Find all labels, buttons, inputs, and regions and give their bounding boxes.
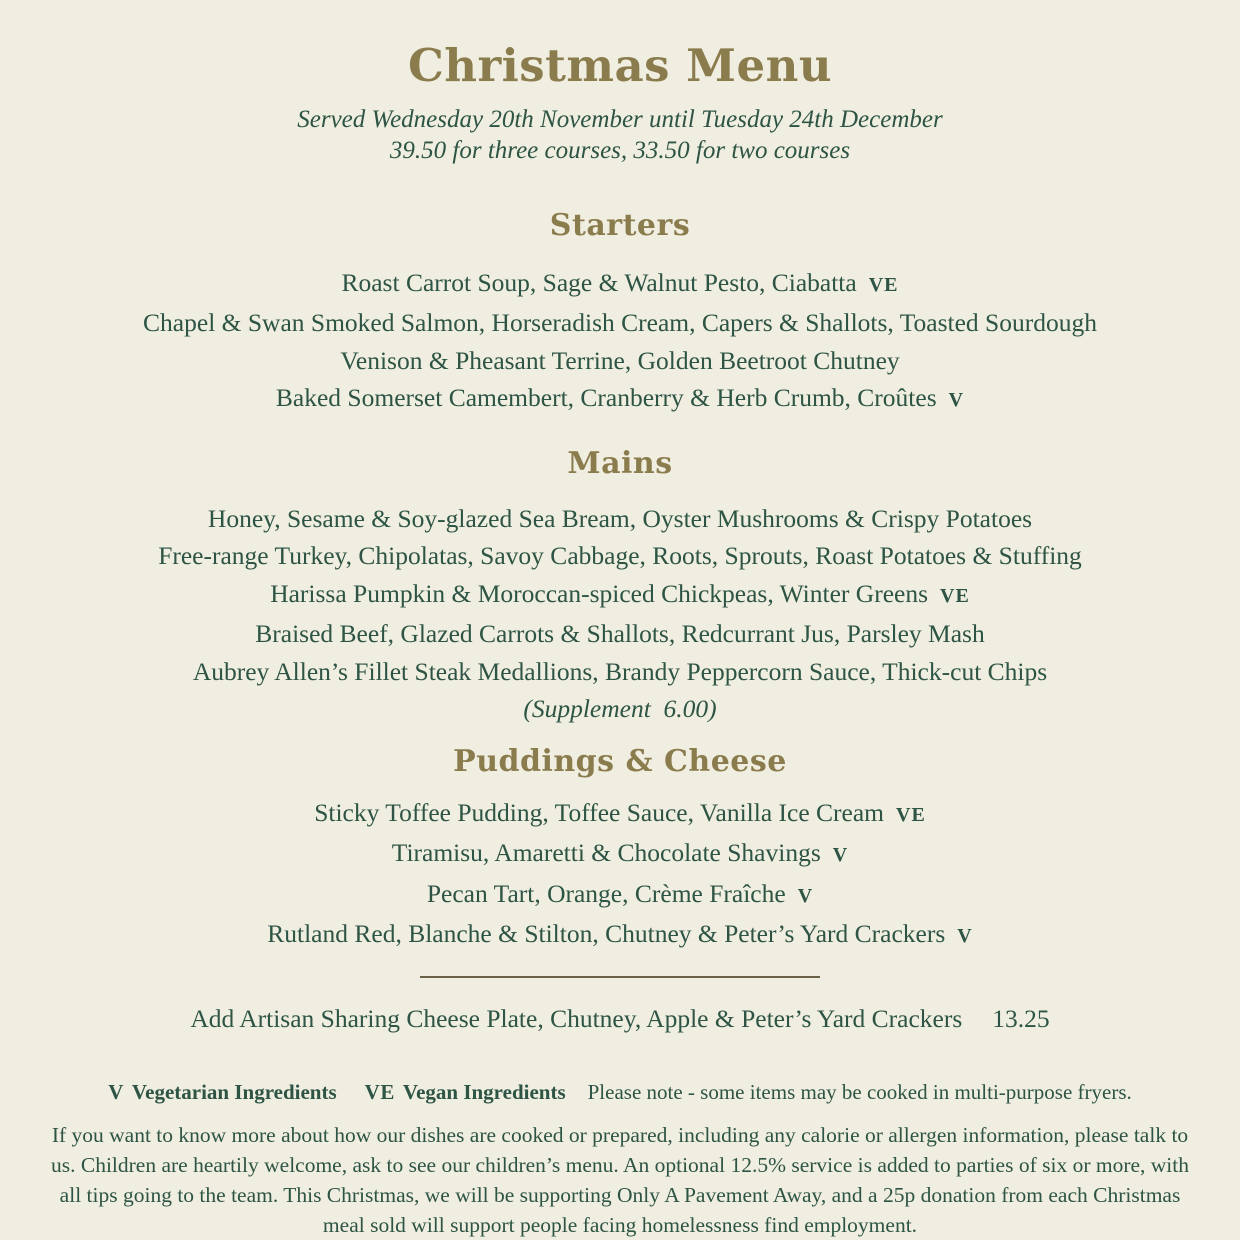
footer-note: If you want to know more about how our dishes are cooked or prepared, including any calorie or allergen information, please talk to us. Children are heartily welcome, ask to see our children’s menu. An optional 12.5% service is added to parties of six or more, with all tips going to the team. This Christmas, we will be supporting Only A Pavement Away, and a 25p donation from each Christmas meal sold will support people facing homelessness find employment. bbox=[50, 1122, 1190, 1237]
menu-item-text: Sticky Toffee Pudding, Toffee Sauce, Vanilla Ice Cream bbox=[314, 797, 884, 827]
menu-item bbox=[44, 304, 1196, 342]
menu-item-text: Aubrey Allen’s Fillet Steak Medallions, Brandy Peppercorn Sauce, Thick-cut Chips bbox=[192, 656, 1048, 686]
legend-ve-abbr: VE bbox=[364, 1079, 395, 1104]
subtitle-prices: 39.50 for three courses, 33.50 for two courses bbox=[389, 136, 851, 164]
menu-item bbox=[44, 653, 1196, 691]
dietary-tag: VE bbox=[940, 584, 970, 607]
menu-item bbox=[44, 794, 1196, 835]
menu-item-text: Honey, Sesame & Soy-glazed Sea Bream, Oyster Mushrooms & Crispy Potatoes bbox=[207, 503, 1033, 533]
starters-items bbox=[44, 264, 1196, 420]
dietary-tag: VE bbox=[896, 803, 926, 826]
menu-item bbox=[44, 537, 1196, 575]
menu-item bbox=[44, 500, 1196, 538]
page-title: Christmas Menu bbox=[407, 39, 833, 92]
menu-item bbox=[44, 615, 1196, 653]
legend-v-label: Vegetarian Ingredients bbox=[131, 1079, 337, 1104]
dietary-tag: V bbox=[948, 389, 965, 412]
menu-item bbox=[44, 875, 1196, 916]
puddings-items bbox=[44, 794, 1196, 956]
section-heading-mains: Mains bbox=[567, 445, 673, 481]
subtitle-dates: Served Wednesday 20th November until Tuesday 24th December bbox=[297, 105, 943, 133]
menu-item-text: Pecan Tart, Orange, Crème Fraîche bbox=[426, 878, 786, 908]
menu-item bbox=[44, 379, 1196, 420]
menu-item bbox=[44, 342, 1196, 380]
mains-items bbox=[44, 500, 1196, 728]
menu-item-text: Venison & Pheasant Terrine, Golden Beetroot Chutney bbox=[340, 345, 900, 375]
supplement-note: (Supplement 6.00) bbox=[523, 694, 717, 724]
section-heading-starters: Starters bbox=[549, 207, 691, 243]
legend-ve-label: Vegan Ingredients bbox=[402, 1079, 566, 1104]
addon-price: 13.25 bbox=[992, 1003, 1050, 1033]
menu-item bbox=[44, 834, 1196, 875]
menu-item bbox=[44, 264, 1196, 305]
legend-note: Please note - some items may be cooked in multi-purpose fryers. bbox=[587, 1079, 1132, 1104]
dietary-tag: VE bbox=[868, 273, 899, 296]
menu-item-text: Free-range Turkey, Chipolatas, Savoy Cabbage, Roots, Sprouts, Roast Potatoes & Stuffing bbox=[158, 541, 1082, 571]
dietary-tag: V bbox=[832, 844, 849, 867]
dietary-tag: V bbox=[797, 884, 814, 907]
dietary-legend bbox=[44, 1078, 1196, 1106]
menu-item-text: Baked Somerset Camembert, Cranberry & Herb Crumb, Croûtes bbox=[275, 383, 937, 413]
menu-item-text: Rutland Red, Blanche & Stilton, Chutney & Peter’s Yard Crackers bbox=[267, 919, 946, 949]
addon-line bbox=[44, 1002, 1196, 1036]
section-divider bbox=[420, 976, 820, 978]
addon-text: Add Artisan Sharing Cheese Plate, Chutney, Apple & Peter’s Yard Crackers bbox=[190, 1003, 963, 1033]
section-heading-puddings-cheese: Puddings & Cheese bbox=[453, 743, 787, 779]
menu-item bbox=[44, 915, 1196, 956]
menu-item bbox=[44, 575, 1196, 616]
menu-subtitle bbox=[44, 104, 1196, 166]
menu-item-text: Tiramisu, Amaretti & Chocolate Shavings bbox=[391, 838, 821, 868]
menu-item-text: Chapel & Swan Smoked Salmon, Horseradish Cream, Capers & Shallots, Toasted Sourdough bbox=[143, 308, 1097, 338]
legend-v-abbr: V bbox=[108, 1079, 124, 1104]
menu-item-text: Harissa Pumpkin & Moroccan-spiced Chickpeas, Winter Greens bbox=[270, 578, 928, 608]
dietary-tag: V bbox=[957, 925, 973, 948]
menu-item-text: Roast Carrot Soup, Sage & Walnut Pesto, Ciabatta bbox=[341, 267, 857, 297]
menu-item-text: Braised Beef, Glazed Carrots & Shallots, Redcurrant Jus, Parsley Mash bbox=[255, 619, 985, 649]
